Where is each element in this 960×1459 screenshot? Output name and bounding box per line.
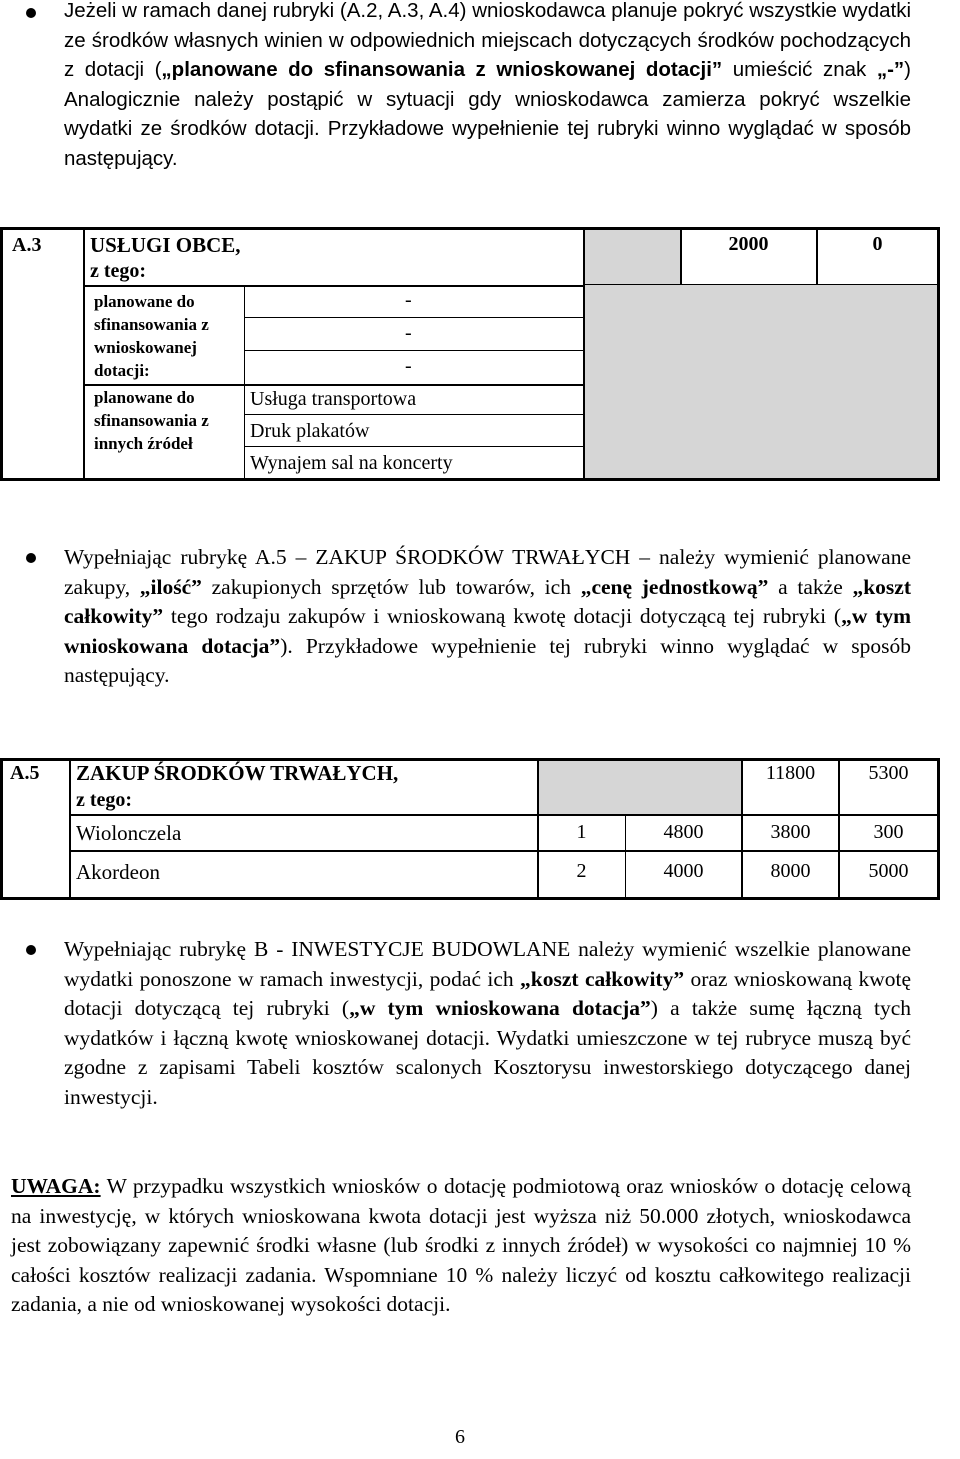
bold-text: „w tym wnioskowana dotacja” [349, 996, 651, 1020]
item-grant: 5000 [868, 860, 909, 882]
text: umieścić znak [722, 58, 877, 81]
item-unit-price: 4800 [663, 821, 704, 843]
other-funding-label: sfinansowania z [94, 411, 209, 430]
note-label: UWAGA: [11, 1174, 101, 1198]
grant-dash: - [405, 355, 412, 377]
note-text: W przypadku wszystkich wniosków o dotację podmiotową oraz wniosków o dotację celową na inwestycję, w których wnioskowana kwota dotacji jest wyższa niż 50.000 złotych, wnioskodawca jest zobowiązany zapewnić środki własne (lub środki z innych źródeł) w wysokości co najmniej 10 % całości kosztów realizacji zadania. Wspomniane 10 % należy liczyć od kosztu całkowitego realizacji zadania, a nie od wnioskowanej wysokości dotacji. [11, 1174, 911, 1316]
item-unit-price: 4000 [663, 860, 704, 882]
page-number: 6 [455, 1426, 465, 1448]
category-title: ZAKUP ŚRODKÓW TRWAŁYCH, [76, 761, 399, 785]
bold-text: „koszt całkowity” [520, 966, 685, 991]
grant-funding-label: sfinansowania z [94, 315, 209, 334]
bold-text: „-” [876, 58, 905, 81]
item-quantity: 2 [576, 860, 587, 882]
item-name: Druk plakatów [250, 420, 370, 442]
item-quantity: 1 [576, 821, 587, 843]
shaded-area [538, 761, 742, 814]
other-funding-label: planowane do [94, 388, 195, 407]
grant-dash: - [405, 322, 412, 344]
text: a także [768, 574, 853, 599]
item-name: Wiolonczela [76, 821, 182, 845]
bullet-marker [26, 8, 36, 18]
bullet-marker [26, 553, 36, 563]
paragraph-a5-instructions [64, 543, 911, 691]
text: zakupionych sprzętów lub towarów, ich [201, 574, 581, 599]
text: ) Analogicznie należy postąpić w sytuacji gdy wnioskodawca zamierza pokryć wszelkie wydatki ze środków dotacji. Przykładowe wypełnienie tej rubryki winno wyglądać w sposób następujący. [64, 58, 911, 170]
other-funding-label: innych źródeł [94, 434, 193, 453]
grant-dash: - [405, 289, 412, 311]
bold-text: „ilość” [139, 574, 202, 599]
item-name: Akordeon [76, 860, 160, 884]
grant-value: 0 [872, 233, 883, 255]
total-value: 2000 [728, 233, 769, 255]
text: ). Przykładowe wypełnienie tej rubryki winno wyglądać w sposób następujący. [64, 633, 911, 687]
category-subtitle: z tego: [76, 789, 133, 811]
item-name: Usługa transportowa [250, 388, 417, 410]
grant-funding-label: dotacji: [94, 361, 150, 380]
item-grant: 300 [873, 821, 904, 843]
text: tego rodzaju zakupów i wnioskowaną kwotę dotacji dotyczącą tej rubryki ( [163, 604, 842, 628]
bold-text: „koszt całkowity” [64, 574, 911, 628]
text: Wypełniając rubrykę A.5 – ZAKUP ŚRODKÓW TRWAŁYCH – należy wymienić planowane zakupy, [64, 545, 911, 599]
paragraph-a3-instructions [64, 0, 911, 173]
total-value: 11800 [765, 762, 816, 784]
grant-funding-label: planowane do [94, 292, 195, 311]
item-total-cost: 8000 [770, 860, 811, 882]
row-code: A.5 [10, 762, 40, 784]
text: ) a także sumę łączną tych wydatków i łączną kwotę wnioskowanej dotacji. Wydatki umieszczone w tej rubryce muszą być zgodne z zapisami Tabeli kosztów scalonych Kosztorysu inwestorskiego dotyczącego danej inwestycji. [64, 996, 911, 1109]
item-total-cost: 3800 [770, 821, 811, 843]
text: Jeżeli w ramach danej rubryki (A.2, A.3, A.4) wnioskodawca planuje pokryć wszystkie wydatki ze środków własnych winien w odpowiednich miejscach dotyczących środków pochodzących z dotacji ( [64, 0, 911, 81]
item-name: Wynajem sal na koncerty [250, 452, 453, 474]
text: oraz wnioskowaną kwotę dotacji dotyczącą tej rubryki ( [64, 966, 911, 1020]
row-code: A.3 [12, 234, 42, 256]
text: Wypełniając rubrykę B - INWESTYCJE BUDOWLANE należy wymienić wszelkie planowane wydatki ponoszone w ramach inwestycji, podać ich [64, 937, 911, 991]
bullet-marker [26, 945, 36, 955]
note-paragraph [11, 1172, 911, 1320]
category-title: USŁUGI OBCE, [90, 233, 241, 257]
grant-value: 5300 [868, 762, 909, 784]
grant-funding-label: wnioskowanej [94, 338, 197, 357]
bold-text: „planowane do sfinansowania z wnioskowanej dotacji” [161, 58, 723, 81]
paragraph-b-instructions [64, 935, 911, 1112]
category-subtitle: z tego: [90, 260, 147, 282]
bold-text: „w tym wnioskowana dotacja” [64, 604, 911, 658]
bold-text: „cenę jednostkową” [580, 574, 769, 599]
